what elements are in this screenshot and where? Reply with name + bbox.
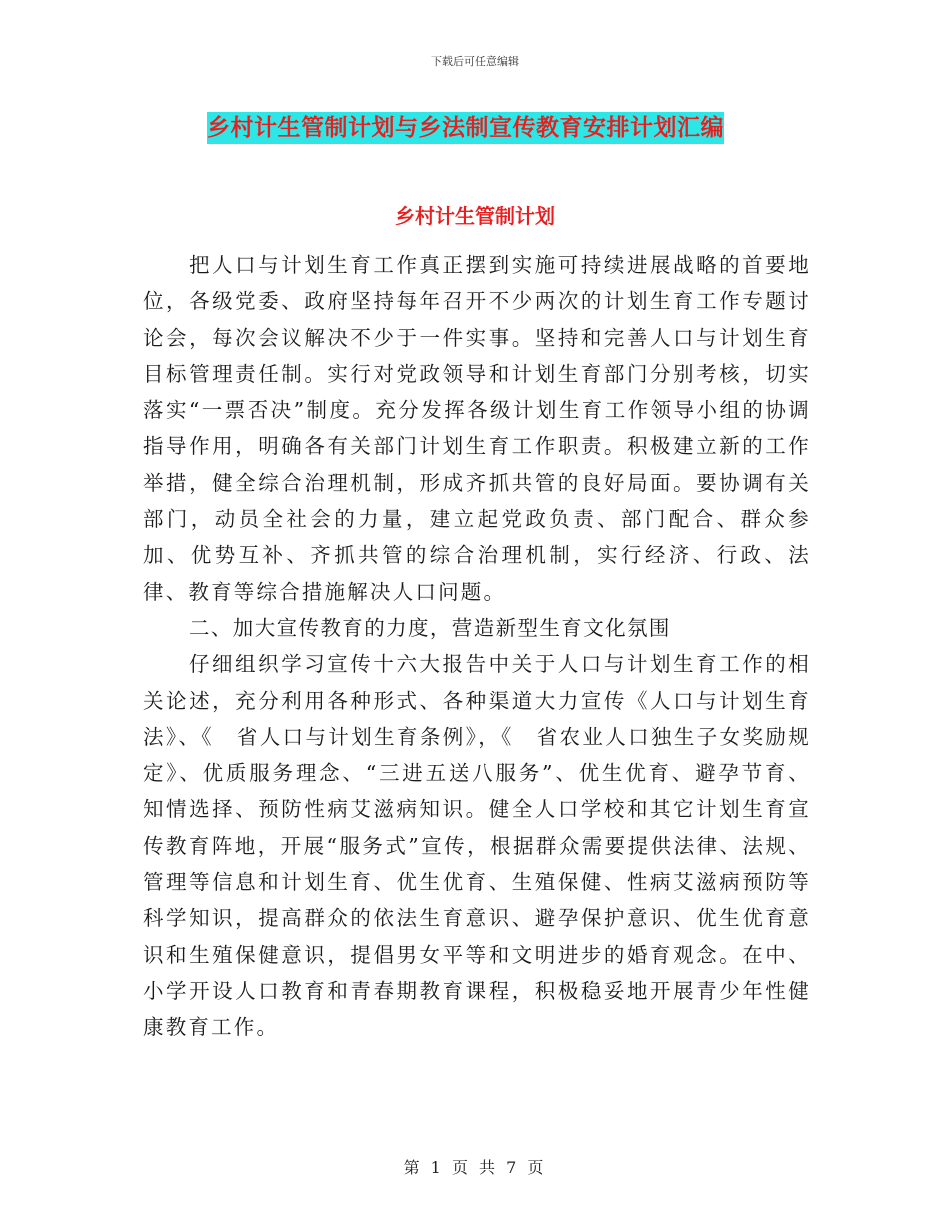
document-title-block [207,112,789,144]
document-title: 乡村计生管制计划与乡法制宣传教育安排计划汇编 [207,112,724,144]
section-title: 乡村计生管制计划 [395,204,555,228]
paragraph-3: 仔细组织学习宣传十六大报告中关于人口与计划生育工作的相关论述，充分利用各种形式、各种渠道大力宣传《人口与计划生育法》、《 省人口与计划生育条例》，《 省农业人口独生子女奖励规定》、优质服务理念、“三进五送八服务”、优生优育、避孕节育、知情选择、预防性病艾滋病知识。健全人口学校和其它计划生育宣传教育阵地，开展“服务式”宣传，根据群众需要提供法律、法规、管理等信息和计划生育、优生优育、生殖保健、性病艾滋病预防等科学知识，提高群众的依法生育意识、避孕保护意识、优生优育意识和生殖保健意识，提倡男女平等和文明进步的婚育观念。在中、小学开设人口教育和青春期教育课程，积极稳妥地开展青少年性健康教育工作。 [143,652,811,1040]
paragraph-1: 把人口与计划生育工作真正摆到实施可持续进展战略的首要地位，各级党委、政府坚持每年召开不少两次的计划生育工作专题讨论会，每次会议解决不少于一件实事。坚持和完善人口与计划生育目标管理责任制。实行对党政领导和计划生育部门分别考核，切实落实“一票否决”制度。充分发挥各级计划生育工作领导小组的协调指导作用，明确各有关部门计划生育工作职责。积极建立新的工作举措，健全综合治理机制，形成齐抓共管的良好局面。要协调有关部门，动员全社会的力量，建立起党政负责、部门配合、群众参加、优势互补、齐抓共管的综合治理机制，实行经济、行政、法律、教育等综合措施解决人口问题。 [143,253,811,604]
page-number-footer: 第 1 页 共 7 页 [403,1158,547,1177]
header-note: 下载后可任意编辑 [431,55,519,68]
document-body [143,247,811,1046]
paragraph-heading-2: 二、加大宣传教育的力度，营造新型生育文化氛围 [189,615,671,640]
